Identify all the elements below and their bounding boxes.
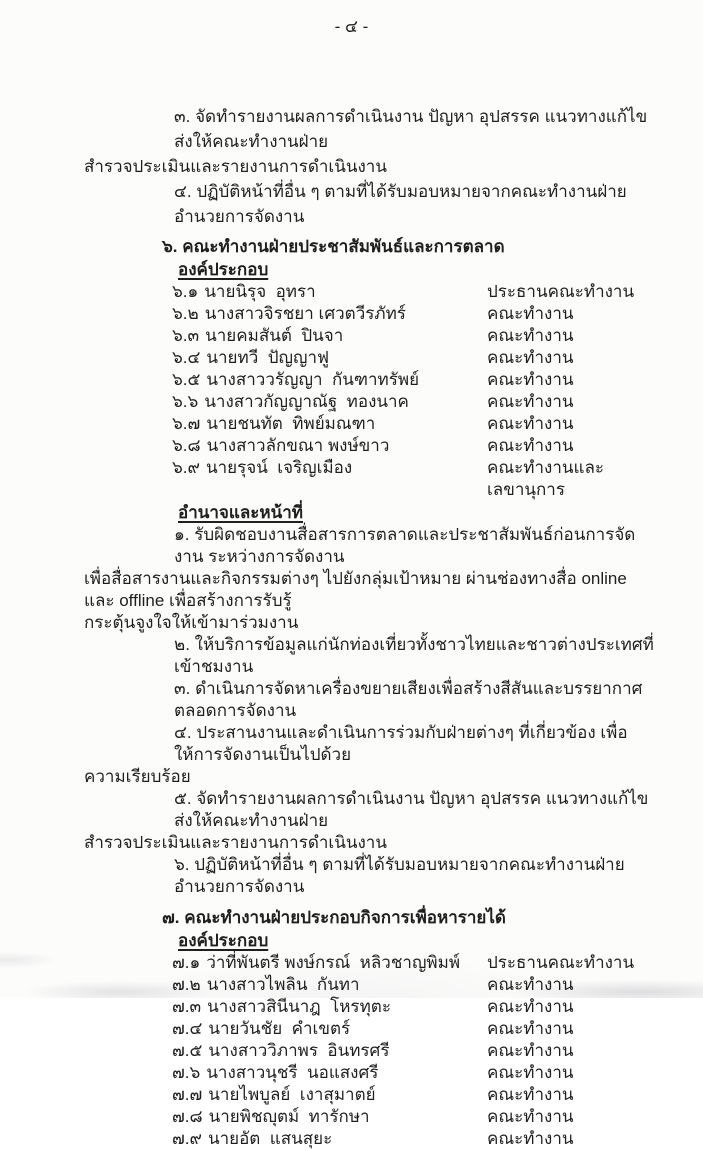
carryover-duties [84, 104, 662, 229]
paragraph-line: สำรวจประเมินและรายงานการดำเนินงาน [84, 833, 387, 852]
member-row [172, 303, 662, 325]
member-row [172, 325, 662, 347]
member-name-cell [172, 1106, 487, 1128]
member-row [172, 1018, 662, 1040]
member-name-cell [172, 974, 487, 996]
duty-item-5 [84, 788, 662, 854]
member-name-cell [172, 1018, 487, 1040]
member-number: ๖.๙ [172, 458, 200, 477]
member-row [172, 413, 662, 435]
member-name: นางสาวลักขณา พงษ์ขาว [206, 436, 390, 455]
composition-heading-text: องค์ประกอบ [178, 260, 269, 279]
member-number: ๖.๒ [172, 304, 199, 323]
paragraph-line: ๒. ให้บริการข้อมูลแก่นักท่องเที่ยวทั้งชาวไทยและชาวต่างประเทศที่เข้าชมงาน [174, 635, 654, 676]
member-row [172, 974, 662, 996]
member-row [172, 369, 662, 391]
member-row [172, 1084, 662, 1106]
duties-heading-text: อำนาจและหน้าที่ [178, 503, 303, 522]
member-number: ๗.๑ [172, 953, 201, 972]
member-role: คณะทำงาน [487, 1085, 574, 1104]
duty-item-6 [84, 854, 662, 898]
member-name: นายรุจน์ เจริญเมือง [205, 458, 353, 477]
section-7-title: ๗. คณะทำงานฝ่ายประกอบกิจการเพื่อหารายได้ [162, 908, 506, 927]
duty-item-1 [84, 524, 662, 634]
member-role: ประธานคณะทำงาน [487, 953, 635, 972]
member-name: ว่าที่พันตรี พงษ์กรณ์ หลิวชาญพิมพ์ [206, 953, 461, 972]
paragraph-line: ๓. ดำเนินการจัดหาเครื่องขยายเสียงเพื่อสร้างสีสันและบรรยากาศตลอดการจัดงาน [174, 679, 643, 720]
member-name: นายคมสันต์ ปินจา [205, 326, 344, 345]
page-content [84, 104, 662, 1150]
paragraph-line: ๑. รับผิดชอบงานสื่อสารการตลาดและประชาสัมพันธ์ก่อนการจัดงาน ระหว่างการจัดงาน [174, 525, 636, 566]
member-row [172, 435, 662, 457]
member-role: คณะทำงาน [487, 392, 574, 411]
member-number: ๗.๕ [172, 1041, 203, 1060]
section-6-title: ๖. คณะทำงานฝ่ายประชาสัมพันธ์และการตลาด [162, 237, 505, 256]
paragraph-line: ๓. จัดทำรายงานผลการดำเนินงาน ปัญหา อุปสรรค แนวทางแก้ไข ส่งให้คณะทำงานฝ่าย [174, 107, 652, 151]
section-7 [84, 906, 662, 1150]
member-name: นายไพบูลย์ เงาสุมาตย์ [208, 1085, 376, 1104]
member-name: นางสาวกัญญาณัฐ ทองนาค [204, 392, 409, 411]
member-row [172, 347, 662, 369]
member-number: ๗.๘ [172, 1107, 203, 1126]
member-row [172, 1128, 662, 1150]
member-number: ๖.๑ [172, 282, 199, 301]
member-number: ๖.๖ [172, 392, 199, 411]
member-role: คณะทำงาน [487, 436, 574, 455]
member-name: นายพิชญุตม์ ทารักษา [208, 1107, 370, 1126]
member-number: ๗.๓ [172, 997, 202, 1016]
member-role: คณะทำงาน [487, 304, 574, 323]
member-name: นายชนทัต ทิพย์มณฑา [206, 414, 376, 433]
section-6-composition-heading [84, 258, 662, 281]
member-role: คณะทำงาน [487, 1019, 574, 1038]
member-name-cell [172, 1040, 487, 1062]
member-name-cell [172, 347, 487, 369]
paragraph-line: กระตุ้นจูงใจให้เข้ามาร่วมงาน [84, 613, 299, 632]
member-row [172, 1040, 662, 1062]
member-number: ๗.๔ [172, 1019, 203, 1038]
member-number: ๗.๙ [172, 1129, 202, 1148]
carryover-item-3 [84, 104, 662, 179]
member-role: คณะทำงาน [487, 414, 574, 433]
member-name: นางสาวสินีนาฎ โหรทุตะ [207, 997, 391, 1016]
member-number: ๖.๕ [172, 370, 201, 389]
member-name: นายวันชัย คำเขตร์ [208, 1019, 351, 1038]
member-role: คณะทำงาน [487, 1063, 574, 1082]
member-role: ประธานคณะทำงาน [487, 282, 635, 301]
member-number: ๖.๘ [172, 436, 201, 455]
member-name-cell [172, 1084, 487, 1106]
paragraph-line: ๕. จัดทำรายงานผลการดำเนินงาน ปัญหา อุปสรรค แนวทางแก้ไข ส่งให้คณะทำงานฝ่าย [174, 789, 654, 830]
paragraph-line: ๔. ปฏิบัติหน้าที่อื่น ๆ ตามที่ได้รับมอบหมายจากคณะทำงานฝ่ายอำนวยการจัดงาน [174, 182, 627, 226]
paragraph-line: เพื่อสื่อสารงานและกิจกรรมต่างๆ ไปยังกลุ่มเป้าหมาย ผ่านช่องทางสื่อ online และ offline เพื่อสร้างการรับรู้ [84, 569, 632, 610]
member-name-cell [172, 1062, 487, 1084]
member-name-cell [172, 457, 487, 501]
member-number: ๖.๔ [172, 348, 201, 367]
member-name: นางสาววิภาพร อินทรศรี [208, 1041, 390, 1060]
section-6 [84, 235, 662, 898]
section-6-duties-heading [84, 501, 662, 524]
member-role: คณะทำงานและเลขานุการ [487, 458, 604, 499]
paragraph-line: ๖. ปฏิบัติหน้าที่อื่น ๆ ตามที่ได้รับมอบหมายจากคณะทำงานฝ่ายอำนวยการจัดงาน [174, 855, 625, 896]
member-role: คณะทำงาน [487, 1129, 574, 1148]
member-name-cell [172, 391, 487, 413]
member-name-cell [172, 325, 487, 347]
member-row [172, 996, 662, 1018]
paragraph-line: ๔. ประสานงานและดำเนินการร่วมกับฝ่ายต่างๆ ที่เกี่ยวข้อง เพื่อให้การจัดงานเป็นไปด้วย [174, 723, 628, 764]
section-7-composition-heading [84, 929, 662, 952]
member-number: ๗.๖ [172, 1063, 201, 1082]
page-number: - ๔ - [334, 17, 369, 36]
composition-heading-text: องค์ประกอบ [178, 931, 269, 950]
member-row [172, 952, 662, 974]
member-row [172, 1106, 662, 1128]
member-name-cell [172, 369, 487, 391]
member-name-cell [172, 435, 487, 457]
member-row [172, 457, 662, 501]
member-name-cell [172, 952, 487, 974]
member-name: นายทวี ปัญญาฟู [206, 348, 330, 367]
member-number: ๗.๗ [172, 1085, 203, 1104]
duty-item-3 [84, 678, 662, 722]
member-role: คณะทำงาน [487, 1107, 574, 1126]
duty-item-2 [84, 634, 662, 678]
member-role: คณะทำงาน [487, 997, 574, 1016]
member-name: นางสาวจิรชยา เศวตวีรภัทร์ [204, 304, 406, 323]
member-row [172, 391, 662, 413]
member-row [172, 281, 662, 303]
paragraph-line: ความเรียบร้อย [84, 767, 191, 786]
member-name-cell [172, 1128, 487, 1150]
member-name-cell [172, 413, 487, 435]
member-role: คณะทำงาน [487, 1041, 574, 1060]
paragraph-line: สำรวจประเมินและรายงานการดำเนินงาน [84, 157, 387, 176]
duty-item-4 [84, 722, 662, 788]
member-number: ๗.๒ [172, 975, 201, 994]
member-role: คณะทำงาน [487, 348, 574, 367]
member-role: คณะทำงาน [487, 975, 574, 994]
member-name: นางสาววรัญญา กันฑาทรัพย์ [206, 370, 420, 389]
member-name: นายนิรุจ อุทรา [204, 282, 316, 301]
member-name-cell [172, 281, 487, 303]
member-number: ๖.๗ [172, 414, 201, 433]
member-name: นางสาวนุชรี นอแสงศรี [206, 1063, 379, 1082]
carryover-item-4 [84, 179, 662, 229]
member-role: คณะทำงาน [487, 370, 574, 389]
member-name-cell [172, 303, 487, 325]
member-name: นางสาวไพลิน กันทา [206, 975, 360, 994]
member-name: นายอัต แสนสุยะ [207, 1129, 333, 1148]
member-row [172, 1062, 662, 1084]
member-role: คณะทำงาน [487, 326, 574, 345]
member-name-cell [172, 996, 487, 1018]
member-number: ๖.๓ [172, 326, 200, 345]
